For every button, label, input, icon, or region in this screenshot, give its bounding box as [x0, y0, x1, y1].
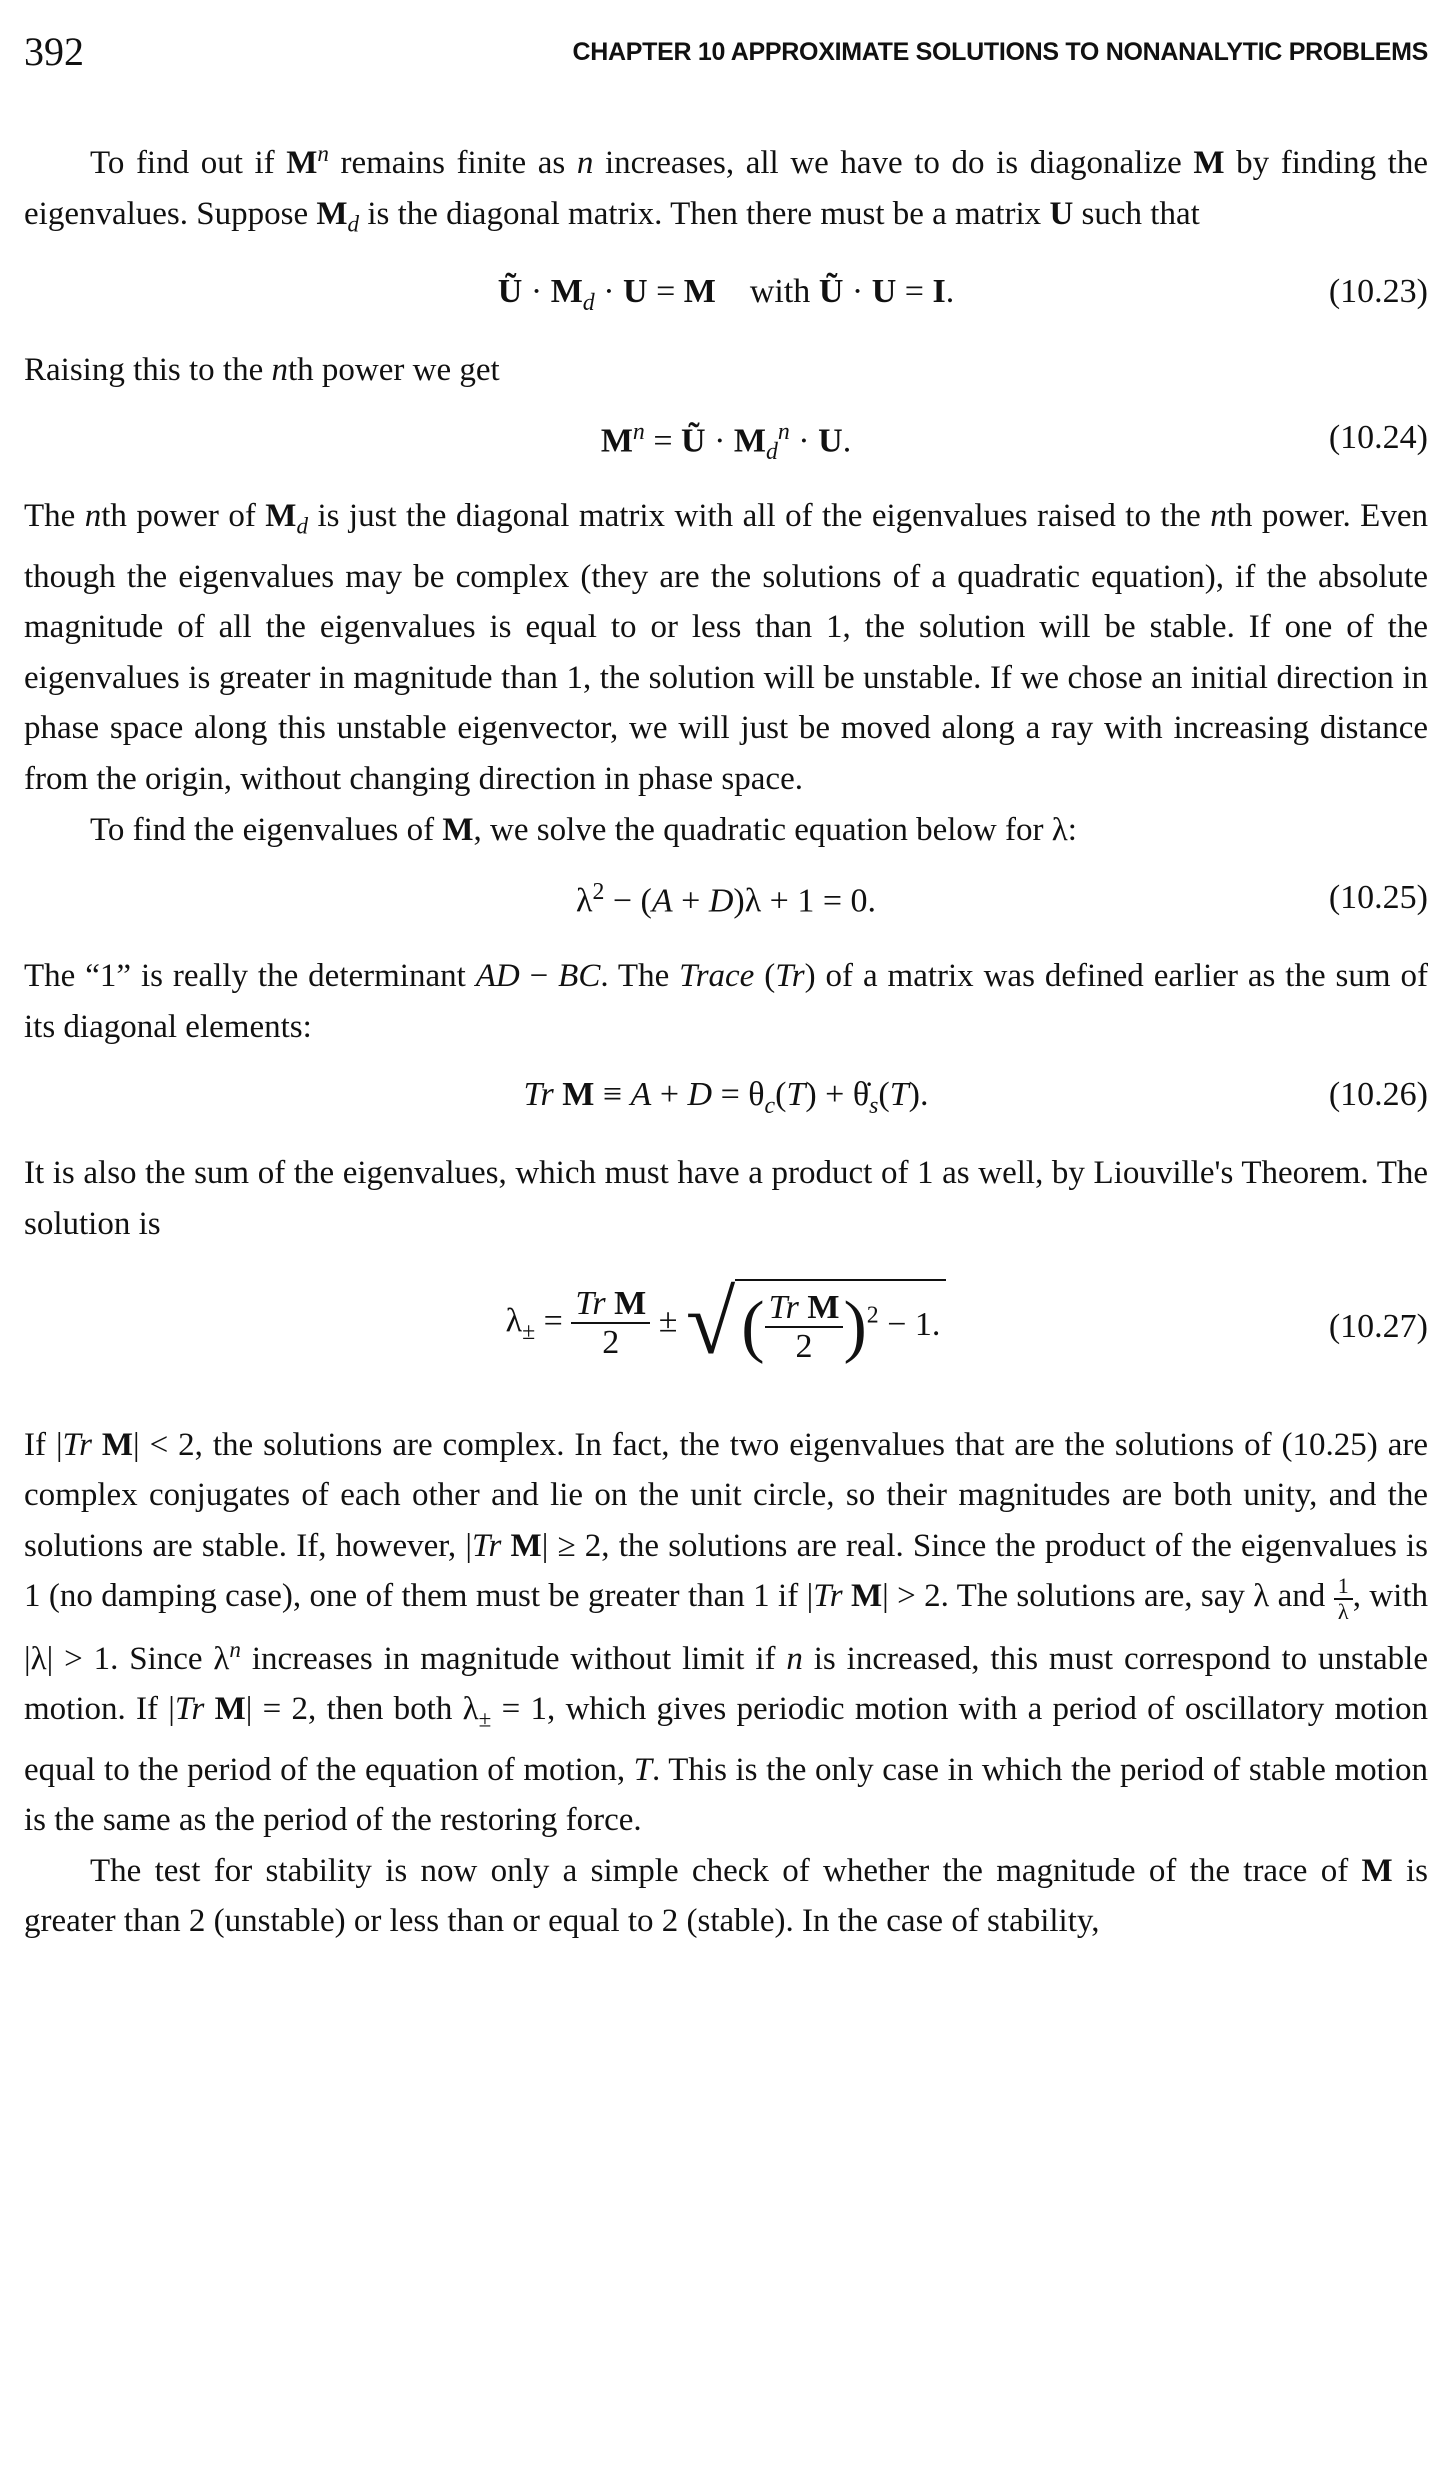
equation-10-23: Ũ · $M_d \cdot U = M$ with Ũ · U = I. (10.23) — [497, 272, 1428, 316]
equation-number: (10.26) — [1328, 1076, 1428, 1114]
page — [24, 24, 1428, 1947]
equation-10-24: $M^n$ = Ũ · $M_d^n \cdot U$. (10.24) — [600, 419, 1428, 466]
paragraph-6: It is also the sum of the eigenvalues, which must have a product of 1 as well, by Liouville's Theorem. The solution is — [24, 1155, 1428, 1242]
paragraph-8: The test for stability is now only a simple check of whether the magnitude of the trace of M is greater than 2 (unstable) or less than or equal to 2 (stable). In the case of stability, — [24, 1852, 1428, 1940]
chapter-title: CHAPTER 10 APPROXIMATE SOLUTIONS TO NONANALYTIC PROBLEMS — [572, 38, 1428, 66]
paragraph-5: The “1” is really the determinant AD − BC. The Trace (Tr) of a matrix was defined earlier as the sum of its diagonal elements: — [24, 958, 1428, 1045]
page-number: 392 — [24, 29, 84, 74]
equation-number: (10.25) — [1328, 879, 1428, 917]
equation-number: (10.27) — [1328, 1307, 1428, 1345]
equation-10-25: $\lambda^2 - (A + D)\lambda + 1 = 0$. (10.25) — [575, 879, 1428, 920]
paragraph-2: Raising this to the nth power we get — [24, 351, 500, 388]
paragraph-1: To find out if $M^n$ remains finite as n increases, all we have to do is diagonalize M by finding the eigenvalues. Suppose $M_d$ is the diagonal matrix. Then there must be a matrix U such that — [24, 140, 1428, 237]
equation-number: (10.24) — [1328, 419, 1428, 457]
equation-10-27: $\lambda_\pm$ = $\frac{\text{Tr M}}{2}$ ± √( $\frac{\text{Tr M}}{2}$ )$^2$ − 1. (10.27) — [505, 1273, 1428, 1373]
running-header — [24, 24, 1428, 84]
paragraph-4: To find the eigenvalues of M, we solve the quadratic equation below for λ: — [90, 811, 1077, 848]
equation-10-26: Tr $M \equiv A + D = \theta_c(T)$ + $\thetȧ_s(T)$. (10.26) — [523, 1076, 1428, 1120]
paragraph-3: The nth power of $M_d$ is just the diagonal matrix with all of the eigenvalues raised to the nth power. Even though the eigenvalues may be complex (they are the solutions of a quadratic equation), if the absolute magnitude of all the eigenvalues is equal to or less than 1, the solution will be stable. If one of the eigenvalues is greater in magnitude than 1, the solution will be unstable. If we chose an initial direction in phase space along this unstable eigenvector, we will just be moved along a ray with increasing distance from the origin, without changing direction in phase space. — [24, 498, 1428, 797]
paragraph-7: If |Tr M| < 2, the solutions are complex. In fact, the two eigenvalues that are the solutions of (10.25) are complex conjugates of each other and lie on the unit circle, so their magnitudes are both unity, and the solutions are stable. If, however, |Tr M| ≥ 2, the solutions are real. Since the product of the eigenvalues is 1 (no damping case), one of them must be greater than 1 if |Tr M| > 2. The solutions are, say λ and $\frac{1}{\lambda}$ , with |λ| > 1. Since $\lambda^n$ increases in magnitude without limit if n is increased, this must correspond to unstable motion. If |Tr M| = 2, then both $\lambda_\pm = 1$, which gives periodic motion with a period of oscillatory motion equal to the period of the equation of motion, T. This is the only case in which the period of stable motion is the same as the period of the restoring force. — [24, 1426, 1429, 1839]
equation-number: (10.23) — [1328, 272, 1428, 310]
